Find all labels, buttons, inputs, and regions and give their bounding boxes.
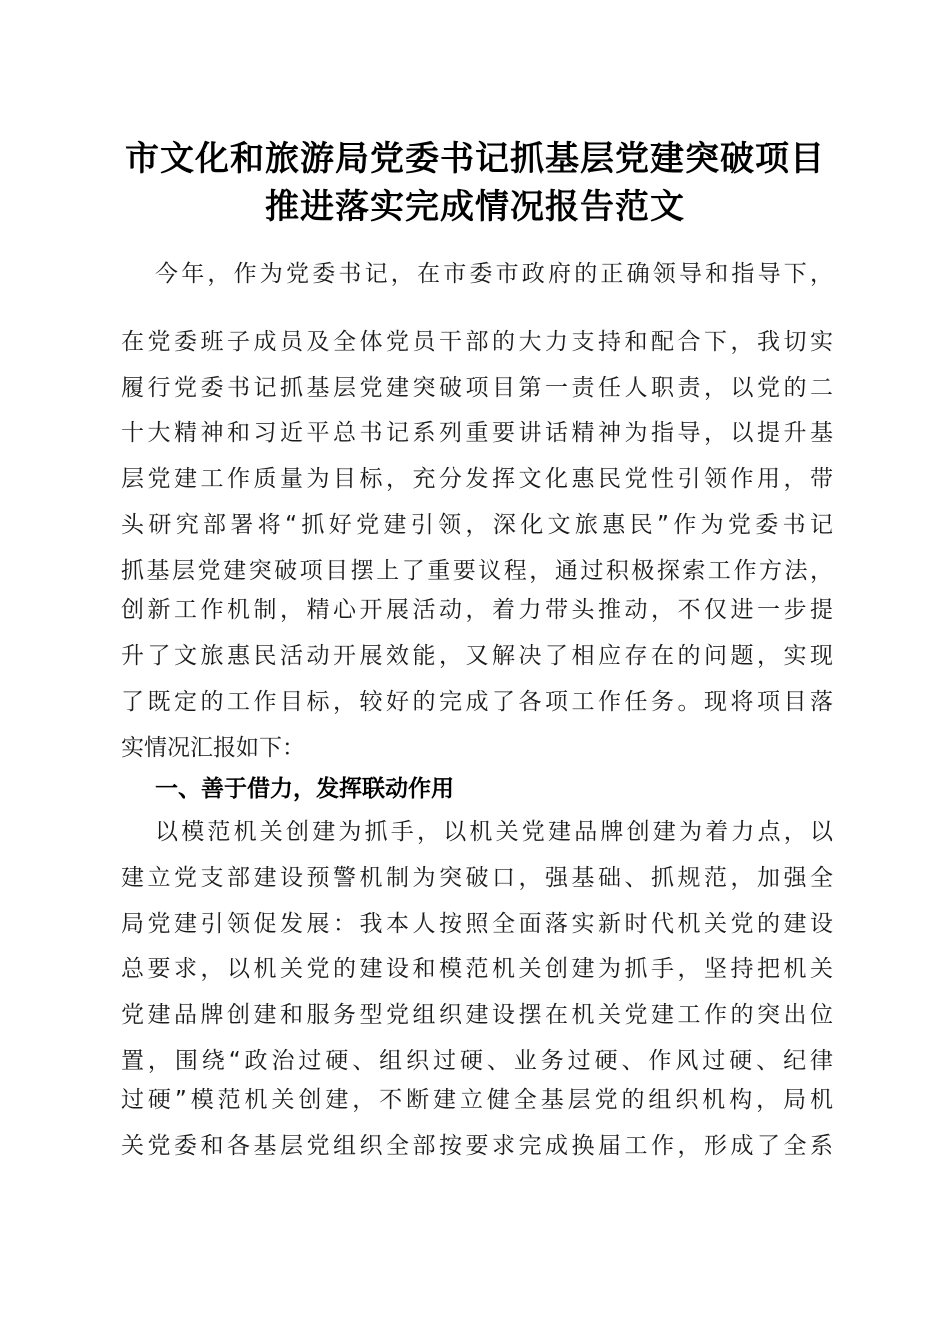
paragraph-line: 党建品牌创建和服务型党组织建设摆在机关党建工作的突出位 xyxy=(121,1002,833,1028)
paragraph-line: 创新工作机制，精心开展活动，着力带头推动，不仅进一步提 xyxy=(121,597,833,623)
paragraph-line: 抓基层党建突破项目摆上了重要议程，通过积极探索工作方法， xyxy=(121,558,833,584)
paragraph-line: 局党建引领促发展：我本人按照全面落实新时代机关党的建设 xyxy=(121,911,833,937)
paragraph-line: 过硬”模范机关创建，不断建立健全基层党的组织机构，局机 xyxy=(121,1087,833,1113)
paragraph-line: 以模范机关创建为抓手，以机关党建品牌创建为着力点，以 xyxy=(155,819,833,845)
paragraph-line: 置，围绕“政治过硬、组织过硬、业务过硬、作风过硬、纪律 xyxy=(121,1048,833,1074)
paragraph-line: 在党委班子成员及全体党员干部的大力支持和配合下，我切实 xyxy=(121,329,833,355)
paragraph-line: 关党委和各基层党组织全部按要求完成换届工作，形成了全系 xyxy=(121,1133,833,1159)
paragraph-line: 履行党委书记抓基层党建突破项目第一责任人职责，以党的二 xyxy=(121,375,833,401)
paragraph-line: 头研究部署将“抓好党建引领，深化文旅惠民”作为党委书记 xyxy=(121,512,833,538)
paragraph-line: 十大精神和习近平总书记系列重要讲话精神为指导，以提升基 xyxy=(121,420,833,446)
document-title-line-1: 市文化和旅游局党委书记抓基层党建突破项目 xyxy=(125,139,825,179)
paragraph-line: 总要求，以机关党的建设和模范机关创建为抓手，坚持把机关 xyxy=(121,956,833,982)
paragraph-line: 实情况汇报如下： xyxy=(121,735,305,761)
paragraph-line: 今年，作为党委书记，在市委市政府的正确领导和指导下， xyxy=(155,261,833,287)
section-heading: 一、善于借力，发挥联动作用 xyxy=(155,776,454,802)
paragraph-line: 升了文旅惠民活动开展效能，又解决了相应存在的问题，实现 xyxy=(121,643,833,669)
document-title-line-2: 推进落实完成情况报告范文 xyxy=(265,187,685,227)
paragraph-line: 了既定的工作目标，较好的完成了各项工作任务。现将项目落 xyxy=(121,689,833,715)
paragraph-line: 层党建工作质量为目标，充分发挥文化惠民党性引领作用，带 xyxy=(121,466,833,492)
paragraph-line: 建立党支部建设预警机制为突破口，强基础、抓规范，加强全 xyxy=(121,865,833,891)
